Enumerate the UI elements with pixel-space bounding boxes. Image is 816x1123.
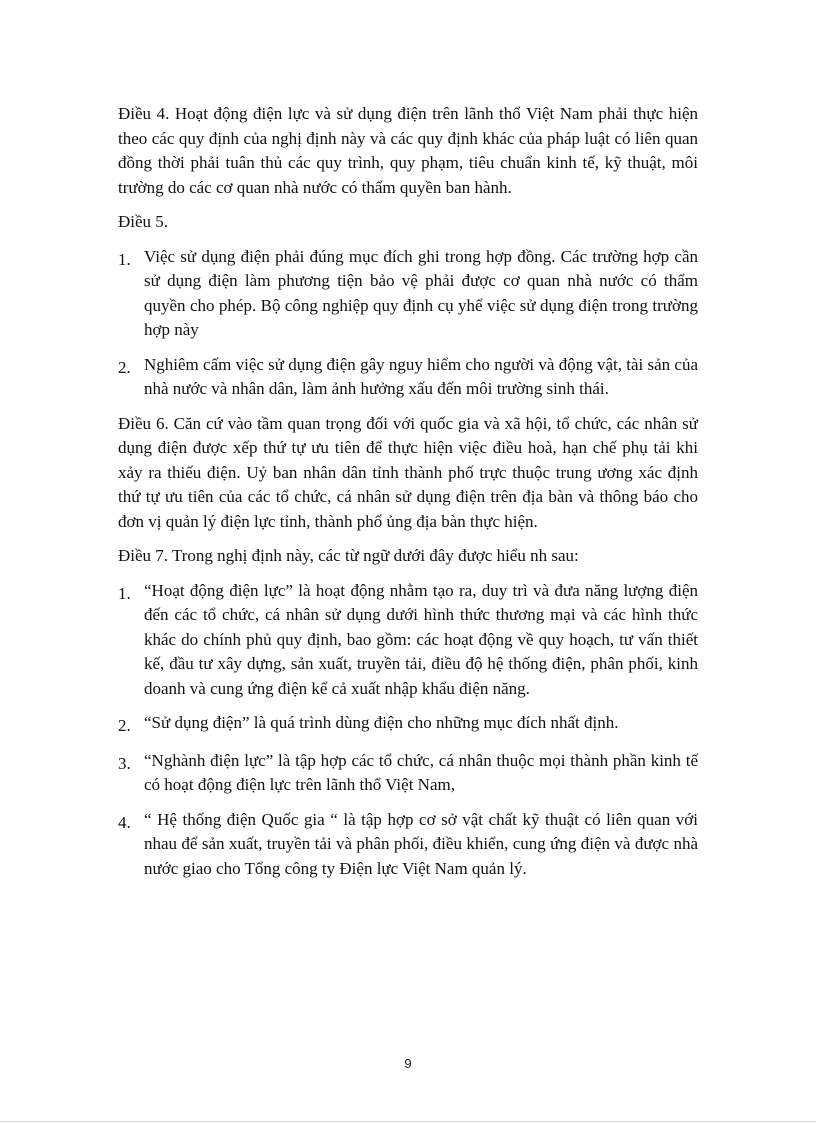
list-item [118, 353, 698, 402]
list-item-number: 3. [118, 753, 131, 773]
list-item [118, 245, 698, 343]
list-item-text: “Nghành điện lực” là tập hợp các tổ chức, cá nhân thuộc mọi thành phần kinh tế có hoạt động điện lực trên lãnh thổ Việt Nam, [144, 750, 698, 794]
list-item-text: “Sử dụng điện” là quá trình dùng điện cho những mục đích nhất định. [144, 713, 619, 732]
article-4-paragraph: Điều 4. Hoạt động điện lực và sử dụng điện trên lãnh thổ Việt Nam phải thực hiện theo các quy định của nghị định này và các quy định khác của pháp luật có liên quan đồng thời phải tuân thủ các quy trình, quy phạm, tiêu chuẩn kinh tế, kỹ thuật, môi trường do các cơ quan nhà nước có thẩm quyền ban hành. [118, 104, 698, 197]
list-item-number: 1. [118, 249, 131, 269]
list-item-number: 1. [118, 583, 131, 603]
article-7-heading: Điều 7. Trong nghị định này, các từ ngữ dưới đây được hiểu nh sau: [118, 546, 579, 565]
list-item [118, 808, 698, 882]
list-item [118, 749, 698, 798]
list-item-number: 2. [118, 716, 131, 735]
article-5-heading: Điều 5. [118, 212, 169, 231]
list-item [118, 579, 698, 702]
page-number: 9 [404, 1056, 412, 1071]
document-body [118, 102, 698, 891]
article-5-list [118, 245, 698, 402]
article-6-paragraph: Điều 6. Căn cứ vào tầm quan trọng đối với quốc gia và xã hội, tổ chức, các nhân sử dụng điện được xếp thứ tự ưu tiên để thực hiện việc điều hoà, hạn chế phụ tải khi xảy ra thiếu điện. Uỷ ban nhân dân tỉnh thành phố trực thuộc trung ương xác định thứ tự ưu tiên của các tổ chức, cá nhân sử dụng điện trên địa bàn và thông báo cho đơn vị quản lý điện lực tỉnh, thành phố ủng địa bàn thực hiện. [118, 413, 698, 531]
list-item-text: Nghiêm cấm việc sử dụng điện gây nguy hiểm cho người và động vật, tài sản của nhà nước và nhân dân, làm ảnh hưởng xấu đến môi trường sinh thái. [144, 354, 698, 398]
list-item-text: Việc sử dụng điện phải đúng mục đích ghi trong hợp đồng. Các trường hợp cần sử dụng điện làm phương tiện bảo vệ phải được cơ quan nhà nước có thẩm quyền cho phép. Bộ công nghiệp quy định cụ yhể việc sử dụng điện trong trường hợp này [144, 246, 698, 339]
list-item-text: “Hoạt động điện lực” là hoạt động nhằm tạo ra, duy trì và đưa năng lượng điện đến các tổ chức, cá nhân sử dụng dưới hình thức thương mại và các hình thức khác do chính phủ quy định, bao gồm: các hoạt động về quy hoạch, tư vấn thiết kế, đầu tư xây dựng, sản xuất, truyền tải, điều độ hệ thống điện, phân phối, kinh doanh và cung ứng điện kể cả xuất nhập khẩu điện năng. [144, 580, 698, 698]
page-bottom-divider [0, 1121, 816, 1122]
list-item-number: 2. [118, 357, 131, 377]
list-item-number: 4. [118, 812, 131, 832]
list-item [118, 711, 698, 739]
list-item-text: “ Hệ thống điện Quốc gia “ là tập hợp cơ sở vật chất kỹ thuật có liên quan với nhau để sản xuất, truyền tải và phân phối, điều khiển, cung ứng điện và được nhà nước giao cho Tổng công ty Điện lực Việt Nam quản lý. [144, 809, 698, 878]
article-7-list [118, 579, 698, 882]
